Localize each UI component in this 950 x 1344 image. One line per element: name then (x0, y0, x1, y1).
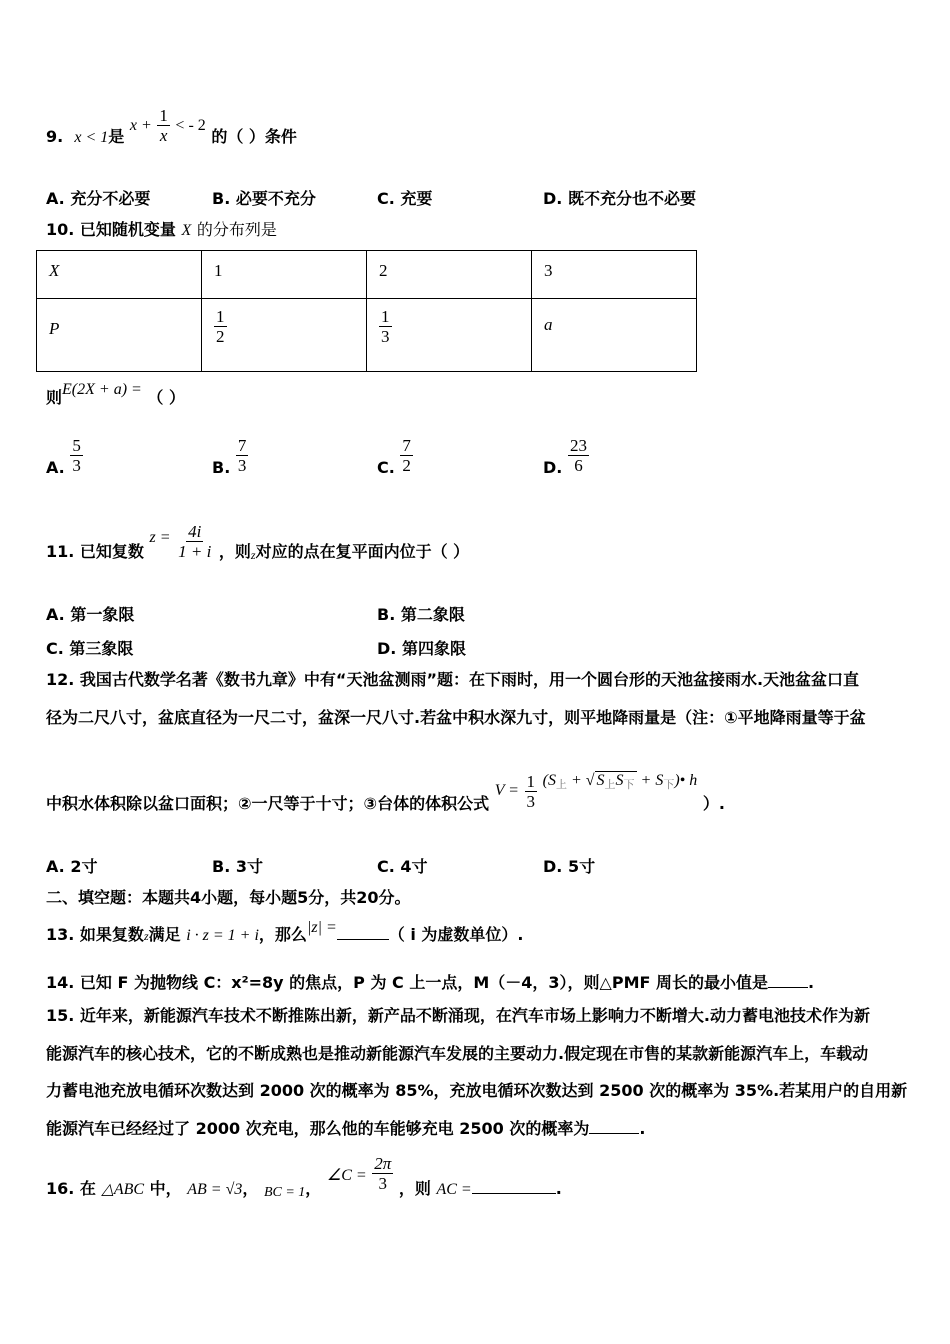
q9-option-d[interactable]: D. 既不充分也不必要 (543, 189, 696, 208)
q16-bc: BC = 1 (263, 1185, 306, 1200)
q10-option-c[interactable]: C. $\frac{7}{2}$ (377, 436, 411, 477)
q13-abs: |z| = (306, 919, 337, 936)
q9-condition: x < 1 (74, 129, 109, 146)
q11-stem: 11. 已知复数 z = $\frac{4i}{1 + i}$ ，则$_z$对应的点在复平面内位于（ ） (46, 522, 470, 562)
q9-rhs: < - 2 (175, 117, 206, 134)
q10-expectation: E(2X + a) = (62, 381, 142, 398)
q9-expr-x: x + (129, 117, 152, 134)
q12-option-c[interactable]: C. 4寸 (377, 857, 428, 876)
q9-tail: 的（ ）条件 (211, 127, 297, 146)
q10-stem: 10. 已知随机变量 X 的分布列是 (46, 220, 277, 239)
q11-option-c[interactable]: C. 第三象限 (46, 639, 134, 658)
q15-line3: 力蓄电池充放电循环次数达到 2000 次的概率为 85%，充放电循环次数达到 2500 次的概率为 35%.若某用户的自用新 (46, 1081, 908, 1100)
q16-fraction: $\frac{2\pi}{3}$ (374, 1154, 392, 1193)
q11-option-a[interactable]: A. 第一象限 (46, 605, 135, 624)
q10-distribution-table (36, 250, 697, 372)
table-cell: a (532, 299, 697, 372)
q10-option-a[interactable]: A. $\frac{5}{3}$ (46, 436, 81, 477)
table-cell: X (37, 251, 202, 299)
q15-line4: 能源汽车已经经过了 2000 次充电，那么他的车能够充电 2500 次的概率为 . (46, 1119, 646, 1138)
q12-formula-v: V = (494, 782, 519, 799)
q14-stem: 14. 已知 F 为抛物线 C：x²=8y 的焦点，P 为 C 上一点，M（－4，3），则△PMF 周长的最小值是 . (46, 973, 815, 992)
q12-option-b[interactable]: B. 3寸 (212, 857, 263, 876)
table-cell: 2 (367, 251, 532, 299)
answer-blank[interactable] (589, 1118, 639, 1134)
q16-ab: AB = √3 (187, 1181, 243, 1198)
section-heading: 二、填空题：本题共4小题，每小题5分，共20分。 (46, 888, 411, 907)
q13-stem: 13. 如果复数z满足 i · z = 1 + i，那么|z| = （ i 为虚数单位）. (46, 919, 524, 944)
q12-formula-body: ($S_上$ + √ $S_上S_下$ + $S_下)•$ h (542, 772, 698, 791)
q11-option-b[interactable]: B. 第二象限 (377, 605, 465, 624)
q9-option-c[interactable]: C. 充要 (377, 189, 433, 208)
q15-line2: 能源汽车的核心技术，它的不断成熟也是推动新能源汽车发展的主要动力.假定现在市售的某款新能源汽车上，车载动 (46, 1044, 869, 1063)
q12-option-d[interactable]: D. 5寸 (543, 857, 596, 876)
q12-line2: 径为二尺八寸，盆底直径为一尺二寸，盆深一尺八寸.若盆中积水深九寸，则平地降雨量是（注：①平地降雨量等于盆 (46, 708, 866, 727)
q10-var: X (181, 222, 192, 239)
q12-option-a[interactable]: A. 2寸 (46, 857, 98, 876)
q13-equation: i · z = 1 + i (186, 927, 259, 944)
q11-option-d[interactable]: D. 第四象限 (377, 639, 466, 658)
table-cell: $\frac{1}{2}$ (202, 299, 367, 372)
q11-fraction: $\frac{4i}{1 + i}$ (178, 522, 212, 561)
q9-number: 9. (46, 127, 64, 146)
q16-triangle: △ABC (101, 1181, 145, 1198)
q16-stem: 16. 在 △ABC 中， AB = √3， BC = 1， ∠C = $\frac{2\pi}{3}$ ，则 AC = . (46, 1154, 562, 1200)
table-cell: P (37, 299, 202, 372)
q9-shi: 是 (108, 127, 125, 146)
q9-option-a[interactable]: A. 充分不必要 (46, 189, 151, 208)
q12-line1: 12. 我国古代数学名著《数书九章》中有“天池盆测雨”题：在下雨时，用一个圆台形的天池盆接雨水.天池盆盆口直 (46, 670, 860, 689)
q9-fraction: $\frac{1}{x}$ (159, 106, 168, 145)
table-cell: 3 (532, 251, 697, 299)
table-cell: $\frac{1}{3}$ (367, 299, 532, 372)
q10-option-b[interactable]: B. $\frac{7}{3}$ (212, 436, 247, 477)
q10-ask: 则E(2X + a) = （ ） (46, 381, 185, 407)
answer-blank[interactable] (472, 1178, 556, 1194)
q9-option-b[interactable]: B. 必要不充分 (212, 189, 316, 208)
q16-angle: ∠C = (326, 1167, 367, 1184)
answer-blank[interactable] (768, 972, 808, 988)
q15-line1: 15. 近年来，新能源汽车技术不断推陈出新，新产品不断涌现，在汽车市场上影响力不断增大.动力蓄电池技术作为新 (46, 1006, 871, 1025)
table-cell: 1 (202, 251, 367, 299)
q12-line3: 中积水体积除以盆口面积；②一尺等于十寸；③台体的体积公式 V = $\frac{1}{3}$ ($S_上$ + √ $S_上S_下$ + $S_下)•$ h ）. (46, 772, 725, 813)
answer-blank[interactable] (337, 924, 389, 940)
q10-option-d[interactable]: D. $\frac{23}{6}$ (543, 436, 587, 477)
q16-ac: AC = (436, 1181, 472, 1198)
q11-z-eq: z = (149, 529, 171, 546)
q9-stem (46, 106, 297, 157)
